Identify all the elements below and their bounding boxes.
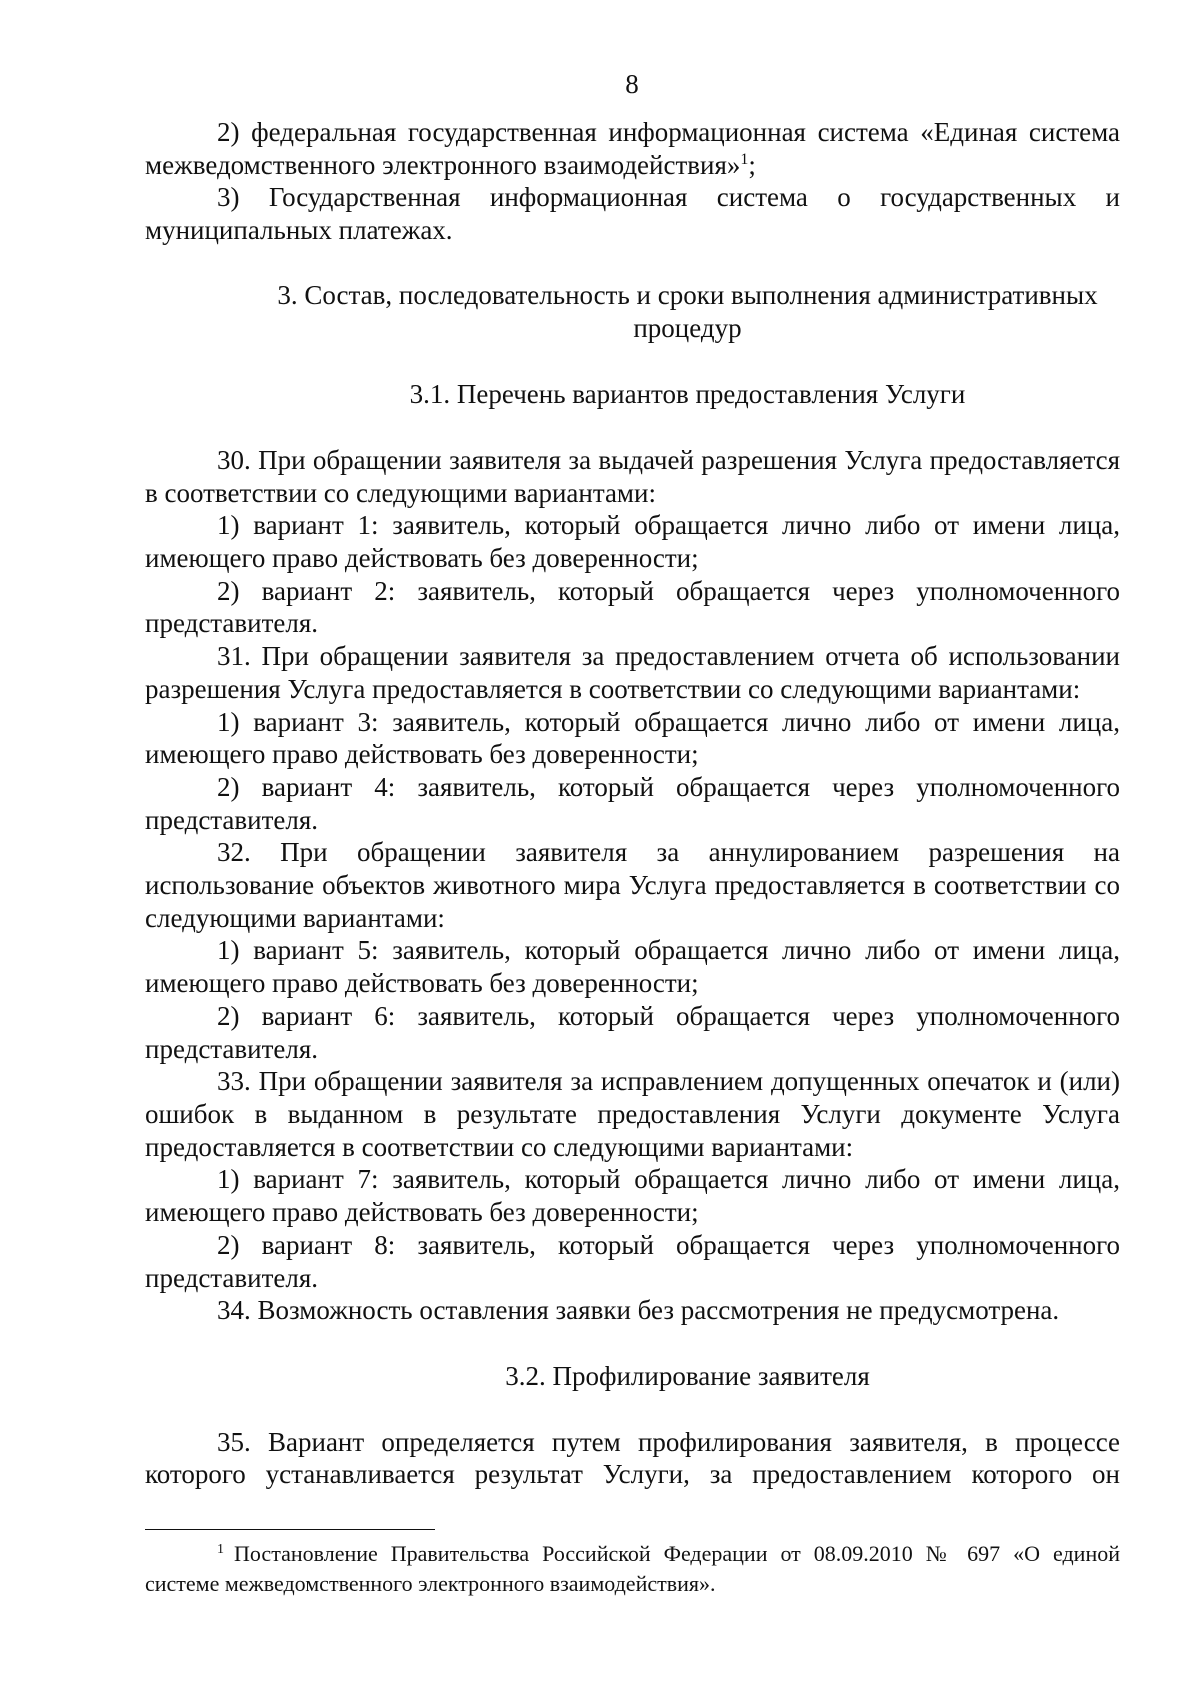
- paragraph-30-variant-1: 1) вариант 1: заявитель, который обращается лично либо от имени лица, имеющего право действовать без доверенности;: [145, 510, 1120, 574]
- footnote-marker: 1: [217, 1541, 224, 1557]
- paragraph-31-variant-4: 2) вариант 4: заявитель, который обращается через уполномоченного представителя.: [145, 771, 1120, 835]
- paragraph-34: 34. Возможность оставления заявки без рассмотрения не предусмотрена.: [217, 1295, 1060, 1326]
- paragraph-33-variant-7: 1) вариант 7: заявитель, который обращается лично либо от имени лица, имеющего право действовать без доверенности;: [145, 1164, 1120, 1228]
- footnote-reference[interactable]: 1: [740, 150, 749, 168]
- paragraph-32: 32. При обращении заявителя за аннулированием разрешения на использование объектов животного мира Услуга предоставляется в соответствии со следующими вариантами:: [145, 837, 1120, 933]
- footnote-text: $^1$ Постановление Правительства Российской Федерации от 08.09.2010 № 697 «О единой системе межведомственного электронного взаимодействия».: [145, 1541, 1120, 1596]
- footnote-separator: [145, 1529, 435, 1530]
- paragraph-30-variant-2: 2) вариант 2: заявитель, который обращается через уполномоченного представителя.: [145, 575, 1120, 639]
- document-body: [145, 116, 1120, 1491]
- paragraph-item-2: 2) федеральная государственная информационная система «Единая система межведомственного электронного взаимодействия»$^1$;: [145, 117, 1120, 180]
- paragraph-31: 31. При обращении заявителя за предоставлением отчета об использовании разрешения Услуга предоставляется в соответствии со следующими вариантами:: [145, 641, 1120, 704]
- page-number: 8: [625, 69, 639, 99]
- paragraph-33: 33. При обращении заявителя за исправлением допущенных опечаток и (или) ошибок в выданном в результате предоставления Услуги документе Услуга предоставляется в соответствии со следующими вариантами:: [145, 1066, 1120, 1162]
- subsection-heading-3-1: 3.1. Перечень вариантов предоставления Услуги: [409, 379, 966, 410]
- paragraph-30: 30. При обращении заявителя за выдачей разрешения Услуга предоставляется в соответствии со следующими вариантами:: [145, 444, 1120, 508]
- subsection-heading-3-2: 3.2. Профилирование заявителя: [505, 1360, 870, 1391]
- paragraph-31-variant-3: 1) вариант 3: заявитель, который обращается лично либо от имени лица, имеющего право действовать без доверенности;: [145, 706, 1120, 770]
- paragraph-item-3: 3) Государственная информационная система о государственных и муниципальных платежах.: [145, 182, 1120, 246]
- footnote: [145, 1539, 1120, 1599]
- section-heading-3: 3. Состав, последовательность и сроки выполнения административных процедур: [277, 279, 1098, 343]
- paragraph-32-variant-6: 2) вариант 6: заявитель, который обращается через уполномоченного представителя.: [145, 1000, 1120, 1064]
- paragraph-33-variant-8: 2) вариант 8: заявитель, который обращается через уполномоченного представителя.: [145, 1229, 1120, 1293]
- paragraph-35: 35. Вариант определяется путем профилирования заявителя, в процессе которого устанавливается результат Услуги, за предоставлением которого он: [145, 1426, 1120, 1490]
- paragraph-32-variant-5: 1) вариант 5: заявитель, который обращается лично либо от имени лица, имеющего право действовать без доверенности;: [145, 935, 1120, 999]
